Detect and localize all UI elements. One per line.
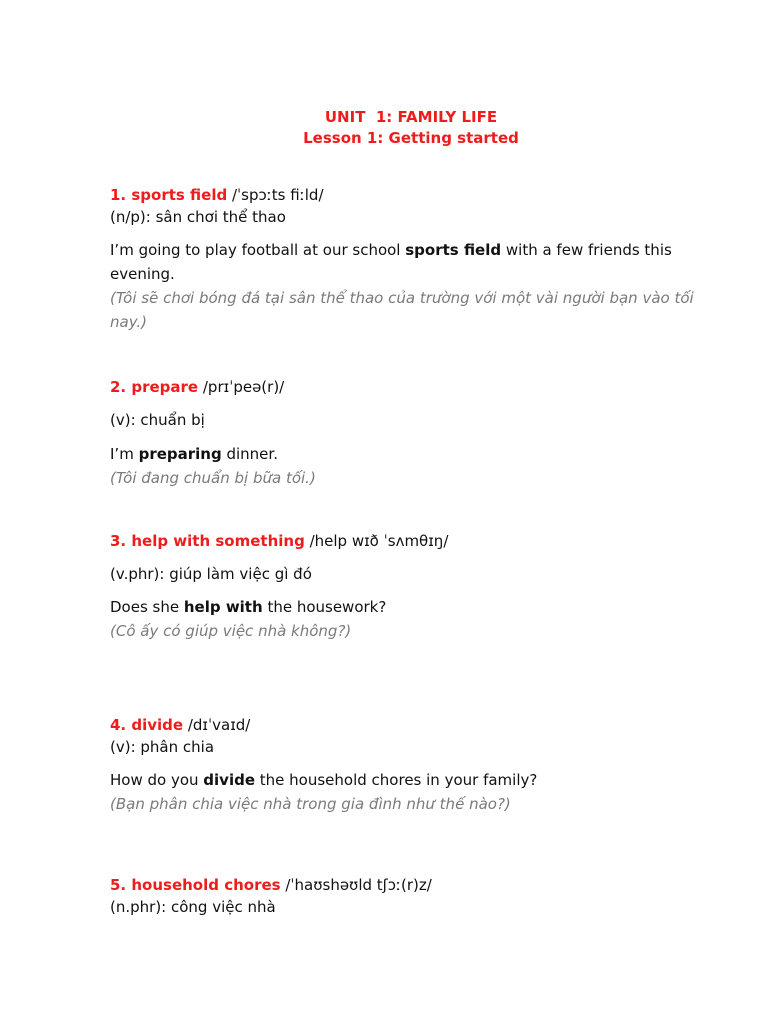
- example-text: the household chores in your family?: [255, 771, 538, 789]
- example-keyword: divide: [203, 771, 256, 789]
- entry-ipa: /dɪˈvaɪd/: [183, 716, 251, 734]
- entry-translation: (Tôi sẽ chơi bóng đá tại sân thể thao của trường với một vài người bạn vào tối nay.): [110, 289, 694, 331]
- example-keyword: preparing: [138, 445, 222, 463]
- entry-meaning: (v): phân chia: [110, 738, 215, 756]
- entry-ipa: /help wɪð ˈsʌmθɪŋ/: [304, 532, 449, 550]
- vocab-entry-1: [110, 184, 710, 334]
- entry-ipa: /prɪˈpeə(r)/: [198, 378, 285, 396]
- entry-example: [110, 442, 710, 466]
- example-keyword: help with: [183, 598, 263, 616]
- example-text: I’m going to play football at our school: [110, 241, 406, 259]
- vocab-entry-5: [110, 874, 710, 918]
- example-text: I’m: [110, 445, 139, 463]
- example-text: the housework?: [262, 598, 387, 616]
- entry-translation: (Bạn phân chia việc nhà trong gia đình như thế nào?): [110, 795, 511, 813]
- entry-translation: (Cô ấy có giúp việc nhà không?): [110, 622, 352, 640]
- vocab-entry-2: [110, 376, 710, 490]
- entry-term: 3. help with something: [110, 532, 305, 550]
- entry-term: 1. sports field: [110, 186, 228, 204]
- entry-term: 4. divide: [110, 716, 184, 734]
- entry-heading: [110, 184, 710, 206]
- entry-example: [110, 768, 710, 792]
- entry-term: 5. household chores: [110, 876, 281, 894]
- entry-heading: [110, 530, 710, 552]
- unit-title: UNIT 1: FAMILY LIFE: [324, 108, 498, 126]
- entry-translation: (Tôi đang chuẩn bị bữa tối.): [110, 469, 316, 487]
- entry-heading: [110, 376, 710, 398]
- title-block: [0, 107, 768, 149]
- example-keyword: sports field: [405, 241, 502, 259]
- example-text: How do you: [110, 771, 204, 789]
- vocab-entry-4: [110, 714, 710, 816]
- vocab-entry-3: [110, 530, 710, 643]
- example-text: with a few friends this evening.: [110, 241, 672, 283]
- entry-example: [110, 595, 710, 619]
- entry-heading: [110, 874, 710, 896]
- entry-meaning: (v): chuẩn bị: [110, 411, 205, 429]
- entry-example: [110, 238, 710, 286]
- entry-ipa: /ˈhaʊshəʊld tʃɔː(r)z/: [280, 876, 432, 894]
- entry-term: 2. prepare: [110, 378, 199, 396]
- entry-ipa: /ˈspɔːts fiːld/: [227, 186, 324, 204]
- entry-meaning: (n/p): sân chơi thể thao: [110, 208, 286, 226]
- entry-meaning: (n.phr): công việc nhà: [110, 898, 276, 916]
- entry-heading: [110, 714, 710, 736]
- example-text: Does she: [110, 598, 184, 616]
- lesson-title: Lesson 1: Getting started: [303, 129, 519, 147]
- entry-meaning: (v.phr): giúp làm việc gì đó: [110, 565, 312, 583]
- example-text: dinner.: [221, 445, 278, 463]
